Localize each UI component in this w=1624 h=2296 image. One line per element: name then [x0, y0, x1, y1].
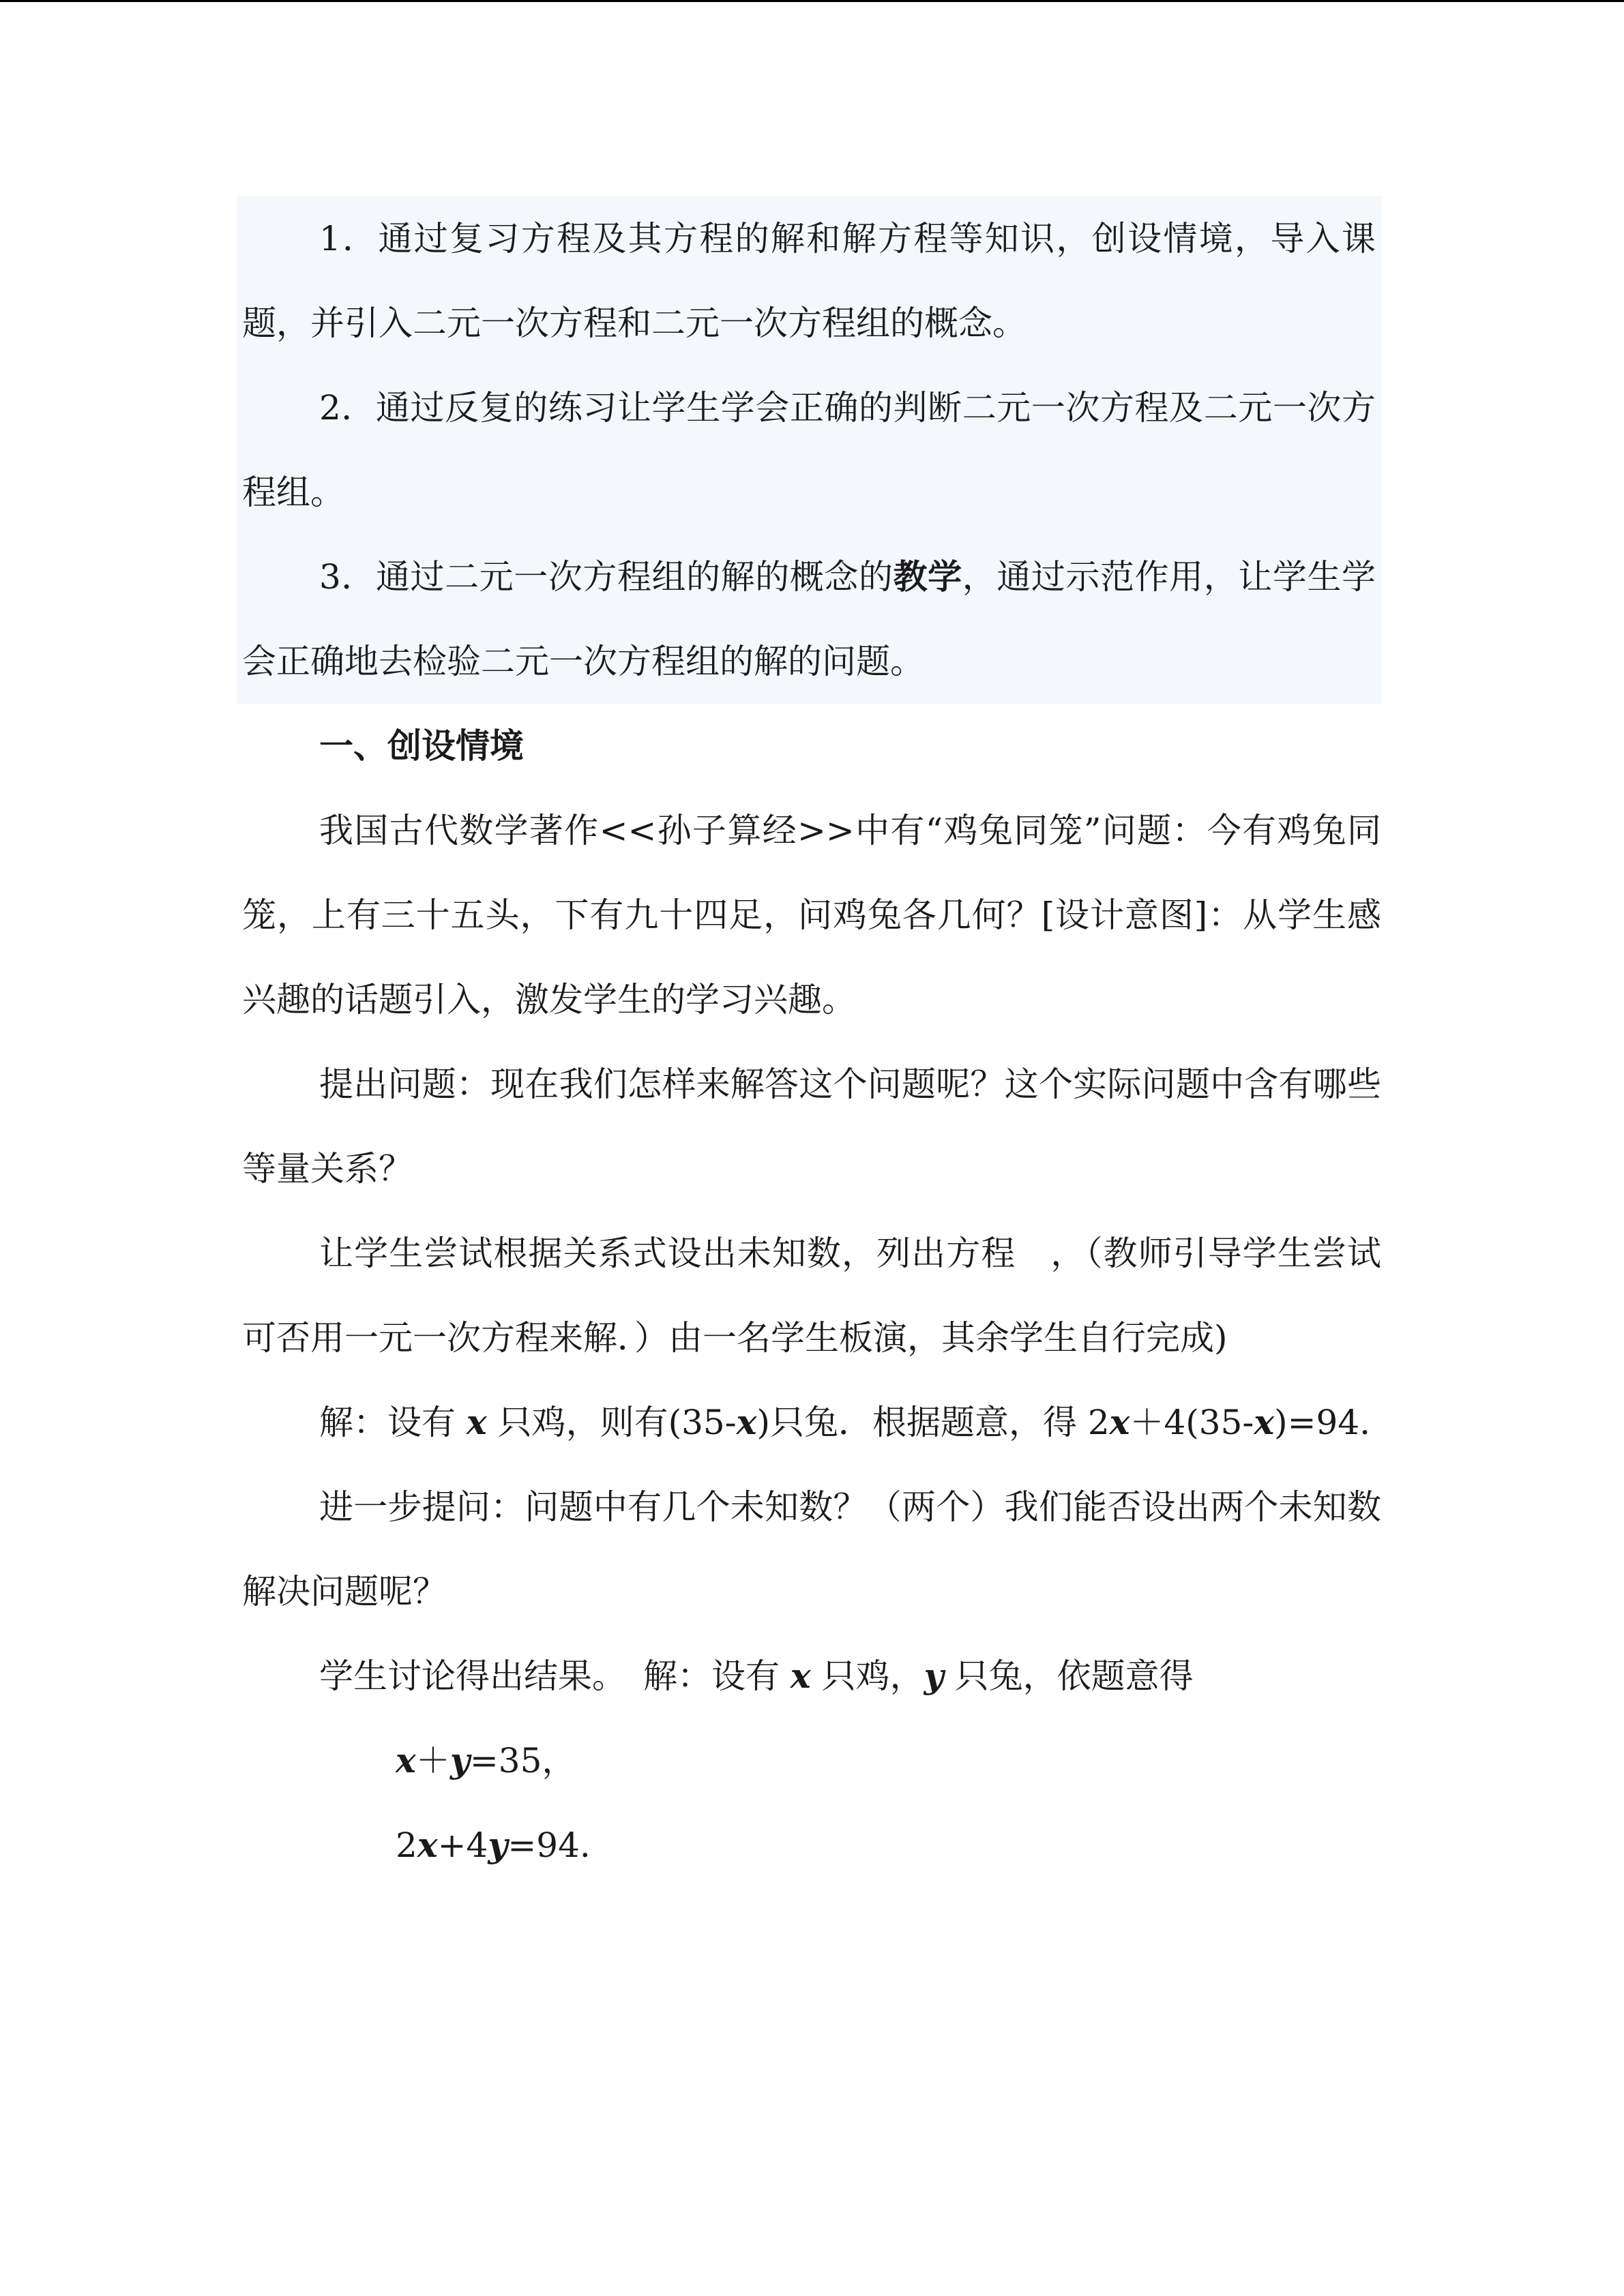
- text-fragment: =94.: [507, 1825, 591, 1865]
- text-fragment: 2: [396, 1825, 417, 1865]
- text-fragment: ＋4(35-: [1130, 1403, 1254, 1442]
- text-fragment: 学生讨论得出结果。 解：设有: [319, 1656, 791, 1696]
- section-heading: 一、创设情境: [319, 726, 524, 766]
- variable-x: x: [1109, 1402, 1130, 1442]
- paragraph-two-variable-setup: [242, 1634, 1381, 1718]
- top-border-rule: [0, 0, 1624, 2]
- plus-sign: ＋: [415, 1741, 450, 1780]
- variable-y: y: [449, 1740, 470, 1780]
- variable-x: x: [417, 1825, 438, 1865]
- paragraph-problem-intro: 我国古代数学著作<<孙子算经>>中有“鸡兔同笼”问题：今有鸡兔同笼，上有三十五头，下有九十四足，问鸡兔各几何？[设计意图]：从学生感兴趣的话题引入，激发学生的学习兴趣。: [242, 811, 1381, 1019]
- paragraph-further-question: 进一步提问：问题中有几个未知数？（两个）我们能否设出两个未知数解决问题呢？: [242, 1487, 1381, 1611]
- teaching-objectives: [237, 196, 1381, 704]
- variable-x: x: [790, 1656, 811, 1696]
- paragraph-question: 提出问题：现在我们怎样来解答这个问题呢？这个实际问题中含有哪些等量关系？: [242, 1064, 1381, 1189]
- variable-x: x: [466, 1402, 487, 1442]
- text-fragment: 只鸡，: [810, 1656, 924, 1696]
- text-fragment: +4: [437, 1825, 488, 1865]
- objective-item-3-text-end: ，通过示范作用，让学生学会正确地去检验二元一次方程组的解的问题。: [242, 557, 1376, 681]
- text-fragment: 只兔，依题意得: [943, 1656, 1194, 1696]
- document-body: [242, 196, 1381, 1888]
- objective-item-3: [242, 535, 1376, 704]
- variable-x: x: [396, 1740, 416, 1780]
- paragraph-one-variable-solution: [242, 1380, 1381, 1465]
- equation-2: [242, 1803, 1381, 1888]
- text-fragment: 解：设有: [319, 1403, 467, 1442]
- text-fragment: )只兔．根据题意，得 2: [756, 1403, 1110, 1442]
- text-fragment: =35，: [469, 1741, 576, 1780]
- paragraph-student-attempt: 让学生尝试根据关系式设出未知数，列出方程 ，（教师引导学生尝试可否用一元一次方程来解．）由一名学生板演，其余学生自行完成): [242, 1234, 1381, 1358]
- variable-x: x: [1254, 1402, 1275, 1442]
- objective-item-3-text: 3．通过二元一次方程组的解的概念的: [319, 557, 894, 597]
- objective-item-1: 1．通过复习方程及其方程的解和解方程等知识，创设情境，导入课题，并引入二元一次方程和二元一次方程组的概念。: [242, 219, 1376, 343]
- objective-item-2: 2．通过反复的练习让学生学会正确的判断二元一次方程及二元一次方程组。: [242, 388, 1376, 512]
- equation-1: [242, 1718, 1381, 1803]
- variable-y: y: [924, 1656, 944, 1696]
- text-fragment: )=94.: [1274, 1403, 1371, 1442]
- variable-x: x: [736, 1402, 757, 1442]
- objective-item-3-bold: 教学: [893, 557, 962, 597]
- variable-y: y: [488, 1825, 508, 1865]
- text-fragment: 只鸡，则有(35-: [486, 1403, 737, 1442]
